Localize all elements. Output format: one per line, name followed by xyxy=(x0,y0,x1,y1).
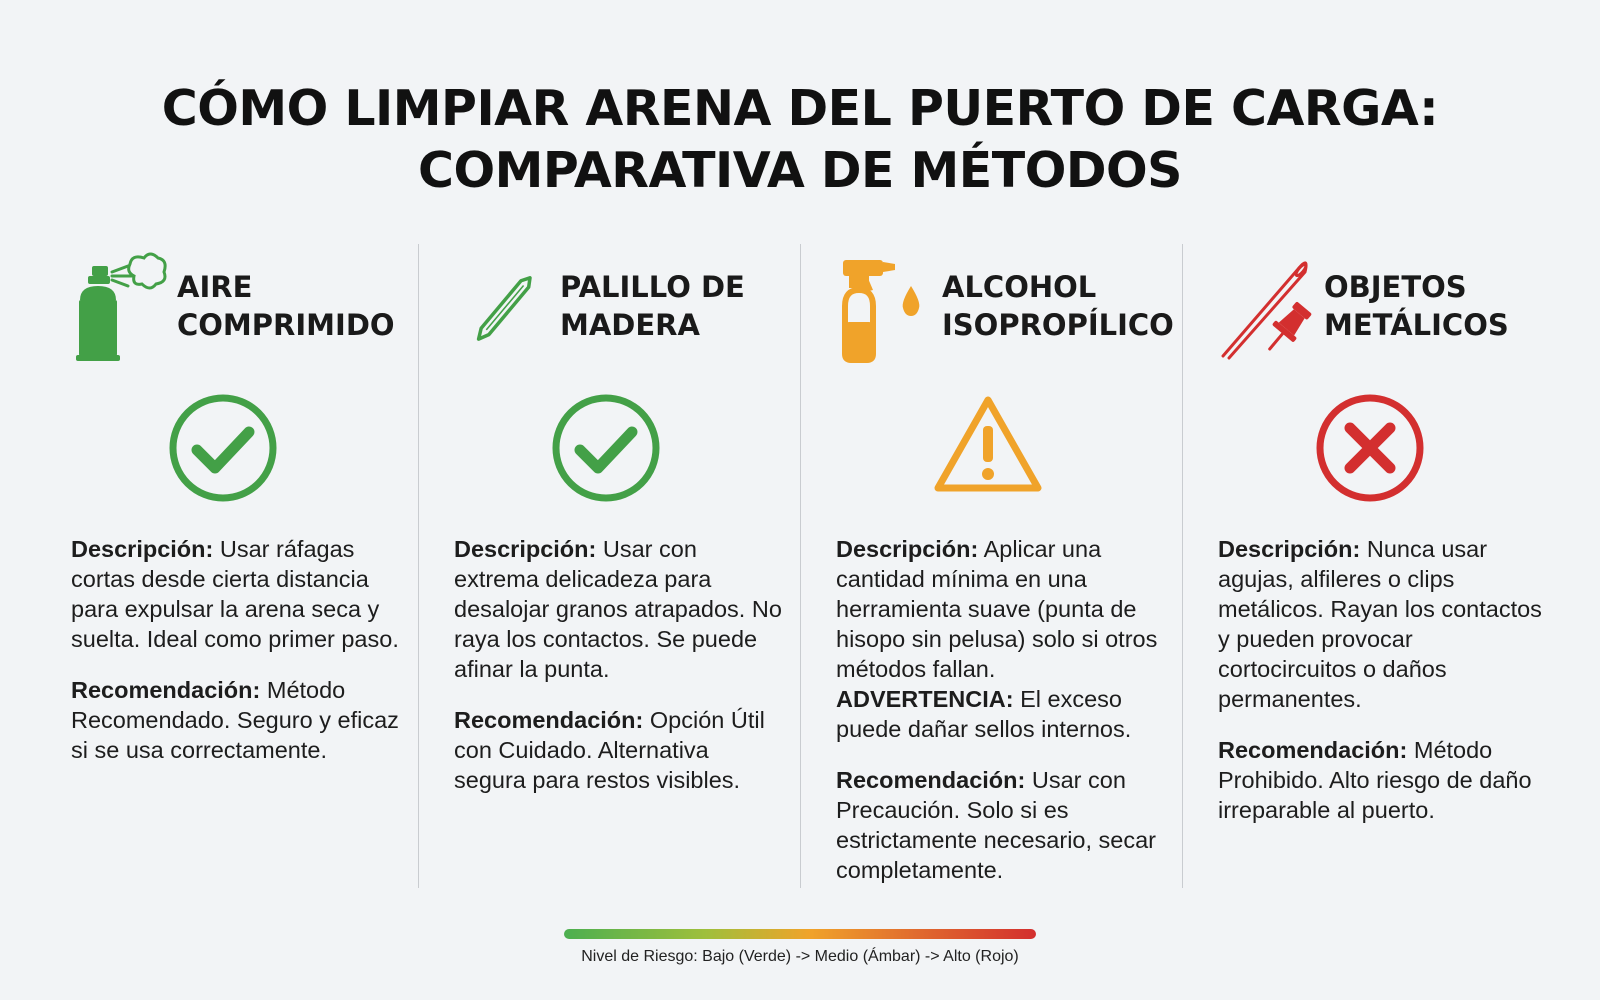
check-circle-icon xyxy=(167,392,279,504)
method-title xyxy=(177,268,417,344)
page-title xyxy=(0,78,1600,202)
method-header xyxy=(837,250,1177,370)
method-column-compressed-air xyxy=(36,244,418,888)
method-header xyxy=(1219,250,1559,370)
needle-pin-icon xyxy=(1219,250,1315,370)
recommendation-label: Recomendación: xyxy=(836,767,1026,793)
method-recommendation xyxy=(71,675,401,765)
method-title-line: MADERA xyxy=(560,308,700,342)
warning-note xyxy=(836,684,1166,744)
toothpick-icon xyxy=(455,250,551,370)
recommendation-text: Opción Útil con Cuidado. Alternativa segura para restos visibles. xyxy=(454,707,765,793)
method-description xyxy=(836,534,1166,744)
method-details xyxy=(836,534,1166,906)
method-title-line: ALCOHOL xyxy=(942,270,1097,304)
compressed-air-can-icon xyxy=(72,250,168,370)
method-header xyxy=(72,250,412,370)
warning-label: ADVERTENCIA: xyxy=(836,686,1014,712)
description-text: Aplicar una cantidad mínima en una herramienta suave (punta de hisopo sin pelusa) solo si otros métodos fallan. xyxy=(836,536,1158,682)
description-label: Descripción: xyxy=(836,536,979,562)
description-text: Usar con extrema delicadeza para desalojar granos atrapados. No raya los contactos. Se puede afinar la punta. xyxy=(454,536,782,682)
description-text: Usar ráfagas cortas desde cierta distancia para expulsar la arena seca y suelta. Ideal como primer paso. xyxy=(71,536,399,652)
method-title-line: OBJETOS xyxy=(1324,270,1467,304)
title-line-2: COMPARATIVA DE MÉTODOS xyxy=(418,142,1182,199)
method-title xyxy=(942,268,1182,344)
check-circle-icon xyxy=(550,392,662,504)
method-title-line: AIRE xyxy=(177,270,253,304)
description-label: Descripción: xyxy=(454,536,597,562)
spray-bottle-icon xyxy=(837,250,933,370)
method-column-isopropyl-alcohol xyxy=(800,244,1182,888)
method-recommendation xyxy=(1218,735,1548,825)
method-title-line: METÁLICOS xyxy=(1324,308,1509,342)
warning-triangle-icon xyxy=(932,392,1044,504)
method-details xyxy=(454,534,784,816)
method-description xyxy=(454,534,784,684)
method-column-wooden-toothpick xyxy=(418,244,800,888)
title-line-1: CÓMO LIMPIAR ARENA DEL PUERTO DE CARGA: xyxy=(161,80,1439,137)
recommendation-text: Método Prohibido. Alto riesgo de daño irreparable al puerto. xyxy=(1218,737,1532,823)
method-description xyxy=(1218,534,1548,714)
recommendation-label: Recomendación: xyxy=(454,707,644,733)
risk-legend-text: Nivel de Riesgo: Bajo (Verde) -> Medio (Ámbar) -> Alto (Rojo) xyxy=(581,948,1019,965)
warning-text: El exceso puede dañar sellos internos. xyxy=(836,686,1132,742)
description-text: Nunca usar agujas, alfileres o clips metálicos. Rayan los contactos y pueden provocar cortocircuitos o daños permanentes. xyxy=(1218,536,1542,712)
recommendation-text: Método Recomendado. Seguro y eficaz si se usa correctamente. xyxy=(71,677,399,763)
method-title xyxy=(1324,268,1564,344)
method-details xyxy=(1218,534,1548,846)
cross-circle-icon xyxy=(1314,392,1426,504)
method-column-metal-objects xyxy=(1182,244,1564,888)
method-details xyxy=(71,534,401,786)
description-label: Descripción: xyxy=(1218,536,1361,562)
methods-comparison xyxy=(36,244,1564,888)
method-recommendation xyxy=(836,765,1166,885)
method-description xyxy=(71,534,401,654)
method-title-line: COMPRIMIDO xyxy=(177,308,395,342)
description-label: Descripción: xyxy=(71,536,214,562)
method-title-line: PALILLO DE xyxy=(560,270,745,304)
risk-gradient-bar xyxy=(564,929,1036,939)
method-header xyxy=(455,250,795,370)
recommendation-text: Usar con Precaución. Solo si es estrictamente necesario, secar completamente. xyxy=(836,767,1157,883)
method-recommendation xyxy=(454,705,784,795)
recommendation-label: Recomendación: xyxy=(1218,737,1408,763)
recommendation-label: Recomendación: xyxy=(71,677,261,703)
method-title-line: ISOPROPÍLICO xyxy=(942,308,1174,342)
method-title xyxy=(560,268,800,344)
